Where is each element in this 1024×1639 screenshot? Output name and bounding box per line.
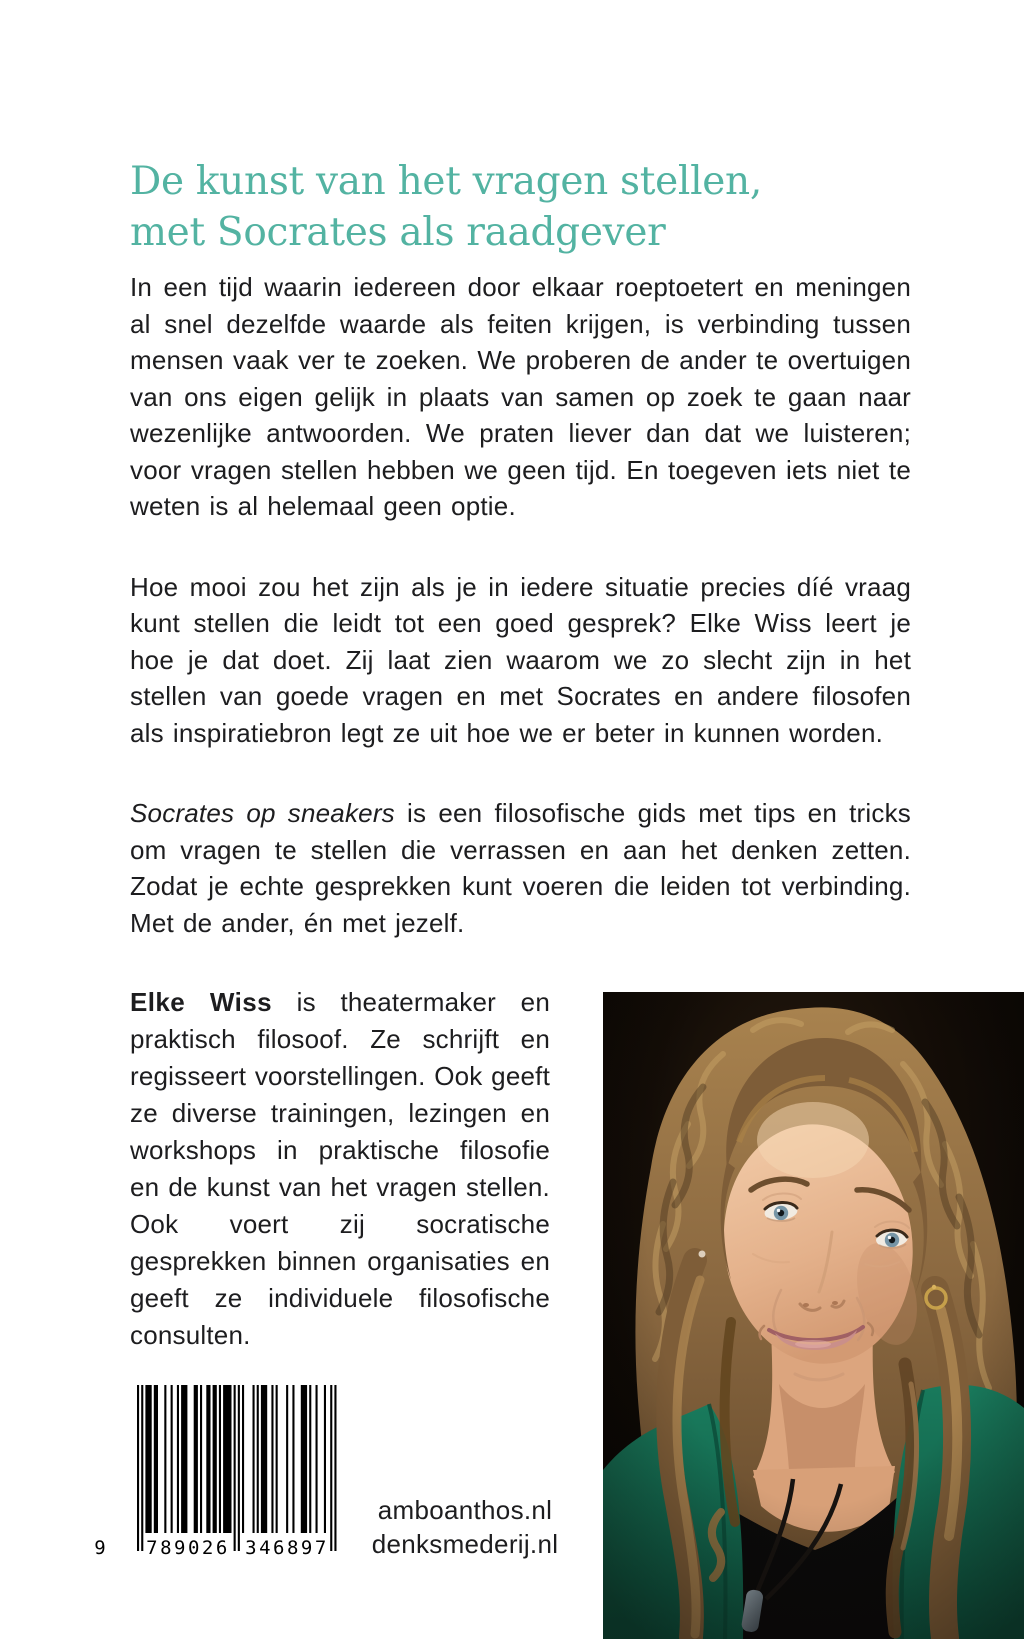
barcode-digit-group1: 789026	[146, 1537, 230, 1559]
blurb-paragraph-3	[130, 795, 911, 941]
author-photo	[603, 992, 1024, 1639]
blurb-paragraph-1: In een tijd waarin iedereen door elkaar roeptoetert en meningen al snel dezelfde waarde als feiten krijgen, is verbinding tussen mensen vaak ver te zoeken. We proberen de ander te overtuigen van ons eigen gelijk in plaats van samen op zoek te gaan naar wezenlijke antwoorden. We praten liever dan dat we luisteren; voor vragen stellen hebben we geen tijd. En toegeven iets niet te weten is al helemaal geen optie.	[130, 272, 911, 521]
page-title	[130, 156, 950, 258]
title-line-1: De kunst van het vragen stellen,	[130, 159, 762, 205]
author-portrait-illustration	[603, 992, 1024, 1639]
author-bio-rest: is theatermaker en praktisch filosoof. Ze schrijft en regisseert voorstellingen. Ook geeft ze diverse trainingen, lezingen en workshops in praktische filosofie en de kunst van het vragen stellen. Ook voert zij socratische gesprekken binnen organisaties en geeft ze individuele filosofische consulten.	[130, 987, 550, 1350]
publisher-url: amboanthos.nl	[377, 1495, 553, 1525]
author-url: denksmederij.nl	[371, 1529, 559, 1559]
blurb-paragraph-3-rest: is een filosofische gids met tips en tricks om vragen te stellen die verrassen en aan het denken zetten. Zodat je echte gesprekken kunt voeren die leiden tot verbinding. Met de ander, én met jezelf.	[130, 798, 911, 938]
blurb-text	[130, 269, 911, 941]
barcode-digit-lead: 9	[94, 1537, 106, 1559]
barcode-bars	[137, 1385, 337, 1551]
author-bio	[130, 984, 550, 1354]
book-title-italic: Socrates op sneakers	[130, 798, 395, 828]
isbn-barcode	[93, 1383, 343, 1559]
website-links	[340, 1493, 590, 1561]
title-line-2: met Socrates als raadgever	[130, 210, 666, 256]
barcode-digit-group2: 346897	[245, 1537, 329, 1559]
blurb-paragraph-2: Hoe mooi zou het zijn als je in iedere situatie precies díé vraag kunt stellen die leidt tot een goed gesprek? Elke Wiss leert je hoe je dat doet. Zij laat zien waarom we zo slecht zijn in het stellen van goede vragen en met Socrates en andere filosofen als inspiratiebron legt ze uit hoe we er beter in kunnen worden.	[130, 571, 911, 748]
author-name: Elke Wiss	[130, 987, 272, 1017]
